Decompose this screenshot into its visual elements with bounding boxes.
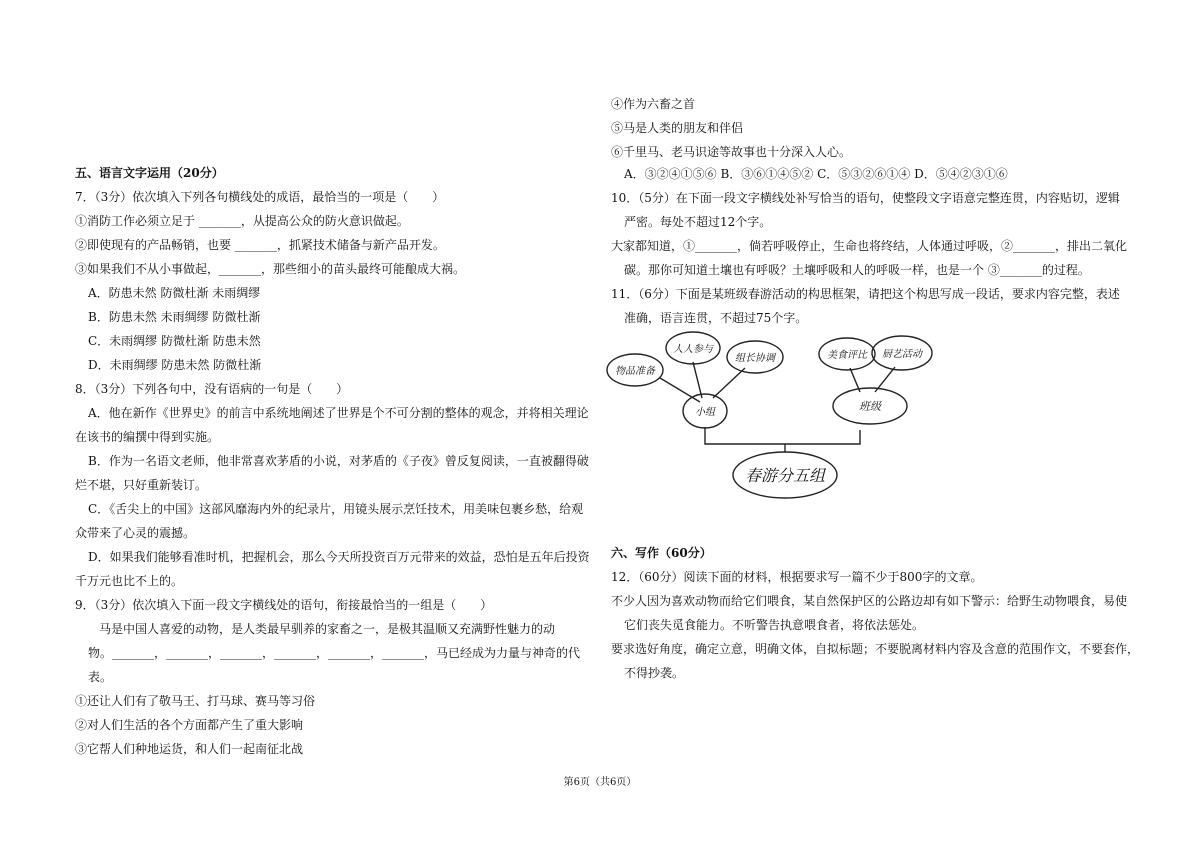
q7-sentence-1: ①消防工作必须立足于 _______，从提高公众的防火意识做起。 <box>75 214 409 228</box>
q8-stem: 8．（3分）下列各句中，没有语病的一句是（ ） <box>75 382 349 396</box>
q7-option-a: A．防患未然 防微杜渐 未雨绸缪 <box>88 286 261 300</box>
q8-option-b-line1: B．作为一名语文老师，他非常喜欢茅盾的小说，对茅盾的《子夜》曾反复阅读，一直被翻得破 <box>88 454 589 468</box>
q9-passage-line3: 表。 <box>88 670 113 684</box>
section5-title: 五、语言文字运用（20分） <box>75 166 224 180</box>
q7-option-b: B．防患未然 未雨绸缪 防微杜渐 <box>88 310 261 324</box>
q8-option-b-line2: 烂不堪，只好重新装订。 <box>75 478 208 492</box>
q9-item-3: ③它帮人们种地运货，和人们一起南征北战 <box>75 742 304 756</box>
node-label: 物品准备 <box>615 366 655 377</box>
q12-line1: 12．（60分）阅读下面的材料，根据要求写一篇不少于800字的文章。 <box>611 570 983 584</box>
q8-option-c-line2: 众带来了心灵的震撼。 <box>75 526 196 540</box>
q9-item-5: ⑤马是人类的朋友和伴侣 <box>611 121 744 135</box>
q12-line4: 要求选好角度，确定立意，明确文体，自拟标题；不要脱离材料内容及含意的范围作文，不要套作， <box>611 642 1140 656</box>
q8-option-c-line1: C．《舌尖上的中国》这部风靡海内外的纪录片，用镜头展示烹饪技术，用美味包裹乡愁，给观 <box>88 502 584 516</box>
node-label: 美食评比 <box>827 350 867 361</box>
diagram-svg <box>605 330 935 510</box>
node-label: 人人参与 <box>673 344 713 355</box>
q8-option-a-line1: A．他在新作《世界史》的前言中系统地阐述了世界是个不可分割的整体的观念，并将相关理论 <box>88 406 589 420</box>
q8-option-d-line2: 千万元也比不上的。 <box>75 574 184 588</box>
connector-line <box>705 427 860 444</box>
q8-option-d-line1: D．如果我们能够看准时机，把握机会，那么今天所投资百万元带来的效益，恐怕是五年后投资 <box>88 550 590 564</box>
node-label: 春游分五组 <box>744 466 826 485</box>
page-footer: 第6页（共6页） <box>563 777 637 788</box>
connector-line <box>693 362 702 398</box>
q12-line5: 不得抄袭。 <box>624 666 685 680</box>
q10-line1: 10．（5分）在下面一段文字横线处补写恰当的语句，使整段文字语意完整连贯，内容贴切，逻辑 <box>611 191 1120 205</box>
q7-option-d: D．未雨绸缪 防患未然 防微杜渐 <box>88 358 262 372</box>
q12-line2: 不少人因为喜欢动物而给它们喂食，某自然保护区的公路边却有如下警示：给野生动物喂食，易使 <box>611 594 1128 608</box>
q8-option-a-line2: 在该书的编撰中得到实施。 <box>75 430 220 444</box>
q9-passage-line1: 马是中国人喜爱的动物，是人类最早驯养的家畜之一，是极其温顺又充满野性魅力的动 <box>99 622 556 636</box>
node-label: 小组 <box>695 407 715 418</box>
q9-item-1: ①还让人们有了敬马王、打马球、赛马等习俗 <box>75 694 316 708</box>
q9-item-4: ④作为六畜之首 <box>611 97 696 111</box>
section6-title: 六、写作（60分） <box>611 546 712 560</box>
q9-item-6: ⑥千里马、老马识途等故事也十分深入人心。 <box>611 145 852 159</box>
node-label: 组长协调 <box>735 353 775 364</box>
q10-line4: 碳。那你可知道土壤也有呼吸？土壤呼吸和人的呼吸一样，也是一个 ③_______的过程。 <box>624 263 1090 277</box>
q7-stem: 7．（3分）依次填入下列各句横线处的成语，最恰当的一项是（ ） <box>75 190 445 204</box>
q11-line1: 11．（6分）下面是某班级春游活动的构思框架，请把这个构思写成一段话，要求内容完整，表述 <box>611 287 1120 301</box>
node-label: 班级 <box>859 400 881 413</box>
q7-sentence-3: ③如果我们不从小事做起，_______，那些细小的苗头最终可能酿成大祸。 <box>75 262 466 276</box>
spring-outing-diagram <box>605 330 935 510</box>
node-label: 厨艺活动 <box>882 349 922 360</box>
connector-line <box>713 368 745 398</box>
q10-line3: 大家都知道，①_______，倘若呼吸停止，生命也将终结，人体通过呼吸，②_______，排出二氧化 <box>611 239 1128 253</box>
q9-choices: A．③②④①⑤⑥ B．③⑥①④⑤② C．⑤③②⑥①④ D．⑤④②③①⑥ <box>624 167 1008 181</box>
q11-line2: 准确，语言连贯，不超过75个字。 <box>624 311 808 325</box>
q7-sentence-2: ②即使现有的产品畅销，也要 _______，抓紧技术储备与新产品开发。 <box>75 238 445 252</box>
q9-passage-line2: 物。_______，_______，_______，_______，_______，_______，马已经成为力量与神奇的代 <box>88 646 581 660</box>
q7-option-c: C．未雨绸缪 防微杜渐 防患未然 <box>88 334 261 348</box>
connector-line <box>660 378 700 402</box>
q10-line2: 严密。每处不超过12个字。 <box>624 215 772 229</box>
q9-stem: 9．（3分）依次填入下面一段文字横线处的语句，衔接最恰当的一组是（ ） <box>75 598 493 612</box>
q9-item-2: ②对人们生活的各个方面都产生了重大影响 <box>75 718 304 732</box>
q12-line3: 它们丧失觅食能力。不听警告执意喂食者，将依法惩处。 <box>624 618 925 632</box>
